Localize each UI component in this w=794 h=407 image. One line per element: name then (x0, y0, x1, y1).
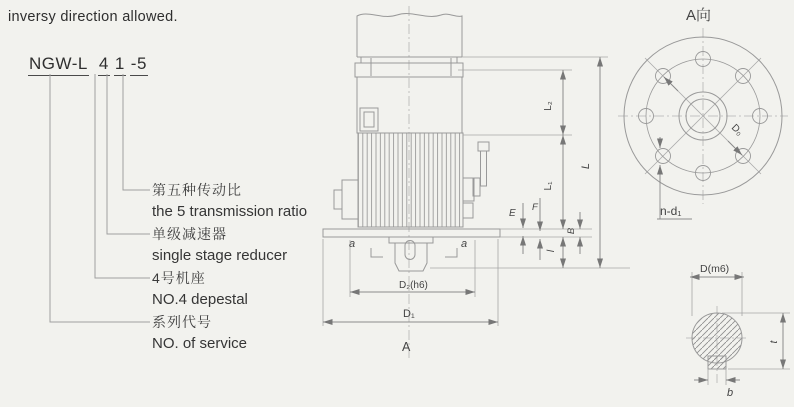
dim-label-t: t (768, 340, 780, 344)
shaft-detail-drawing (686, 272, 790, 386)
legend-stage-en: single stage reducer (152, 247, 288, 264)
dim-label-l: l (546, 249, 557, 253)
section-mark-right: a (461, 238, 468, 250)
section-mark-left: a (349, 238, 356, 250)
leader-series (50, 74, 150, 322)
breather-stem (481, 151, 487, 186)
dim-label-D0: D₀ (728, 122, 745, 139)
note-inversy-direction: inversy direction allowed. (8, 9, 178, 25)
main-view-drawing (323, 6, 500, 358)
dim-label-B: B (566, 227, 577, 235)
flange-view-drawing (618, 28, 788, 219)
terminal-box (360, 108, 378, 131)
right-attachment (463, 178, 474, 201)
legend-series-zh: 系列代号 (152, 314, 212, 330)
dim-arrow-D0-lower (728, 141, 742, 155)
section-bracket-left (371, 248, 383, 257)
legend-frame-en: NO.4 depestal (152, 291, 248, 308)
model-frame: 4 (98, 54, 110, 76)
legend-frame-zh: 4号机座 (152, 270, 206, 286)
output-boss (389, 237, 433, 243)
output-shaft (395, 243, 427, 271)
view-direction-label: A (402, 340, 411, 354)
model-stage: 1 (114, 54, 126, 76)
motor-body-broken (357, 14, 462, 57)
model-ratio: -5 (130, 54, 148, 76)
left-attachment (342, 180, 358, 219)
reducer-fins (358, 133, 463, 227)
leader-stage (107, 74, 150, 234)
dim-label-F: F (532, 202, 538, 213)
dim-label-L: L (580, 162, 592, 170)
dim-label-L2: L₂ (543, 101, 554, 111)
dim-label-E: E (509, 208, 516, 219)
legend-ratio-en: the 5 transmission ratio (152, 203, 308, 220)
section-bracket-right (445, 248, 457, 257)
dim-label-L1: L₁ (543, 181, 554, 191)
base-flange-plate (323, 229, 500, 237)
dim-label-D: D(m6) (700, 263, 730, 275)
leader-ratio (123, 74, 150, 190)
legend-series-en: NO. of service (152, 335, 248, 352)
flange-bolt-ticks (371, 58, 451, 76)
legend-stage-zh: 单级减速器 (152, 226, 227, 242)
model-series: NGW-L (28, 54, 89, 76)
shaft-key (708, 356, 726, 369)
legend-ratio-zh: 第五种传动比 (152, 182, 242, 198)
dim-label-nd1: n-d₁ (660, 204, 682, 218)
dim-label-d2: D₂(h6) (399, 280, 428, 291)
dim-label-d1: D₁ (403, 308, 415, 320)
motor-lower-body (357, 77, 462, 133)
dim-arrow-D0-upper (664, 77, 678, 91)
flange-view-title: A向 (686, 7, 712, 24)
dim-label-b: b (727, 387, 734, 399)
breather-cap (478, 142, 489, 151)
legend-leader-lines (50, 74, 150, 322)
